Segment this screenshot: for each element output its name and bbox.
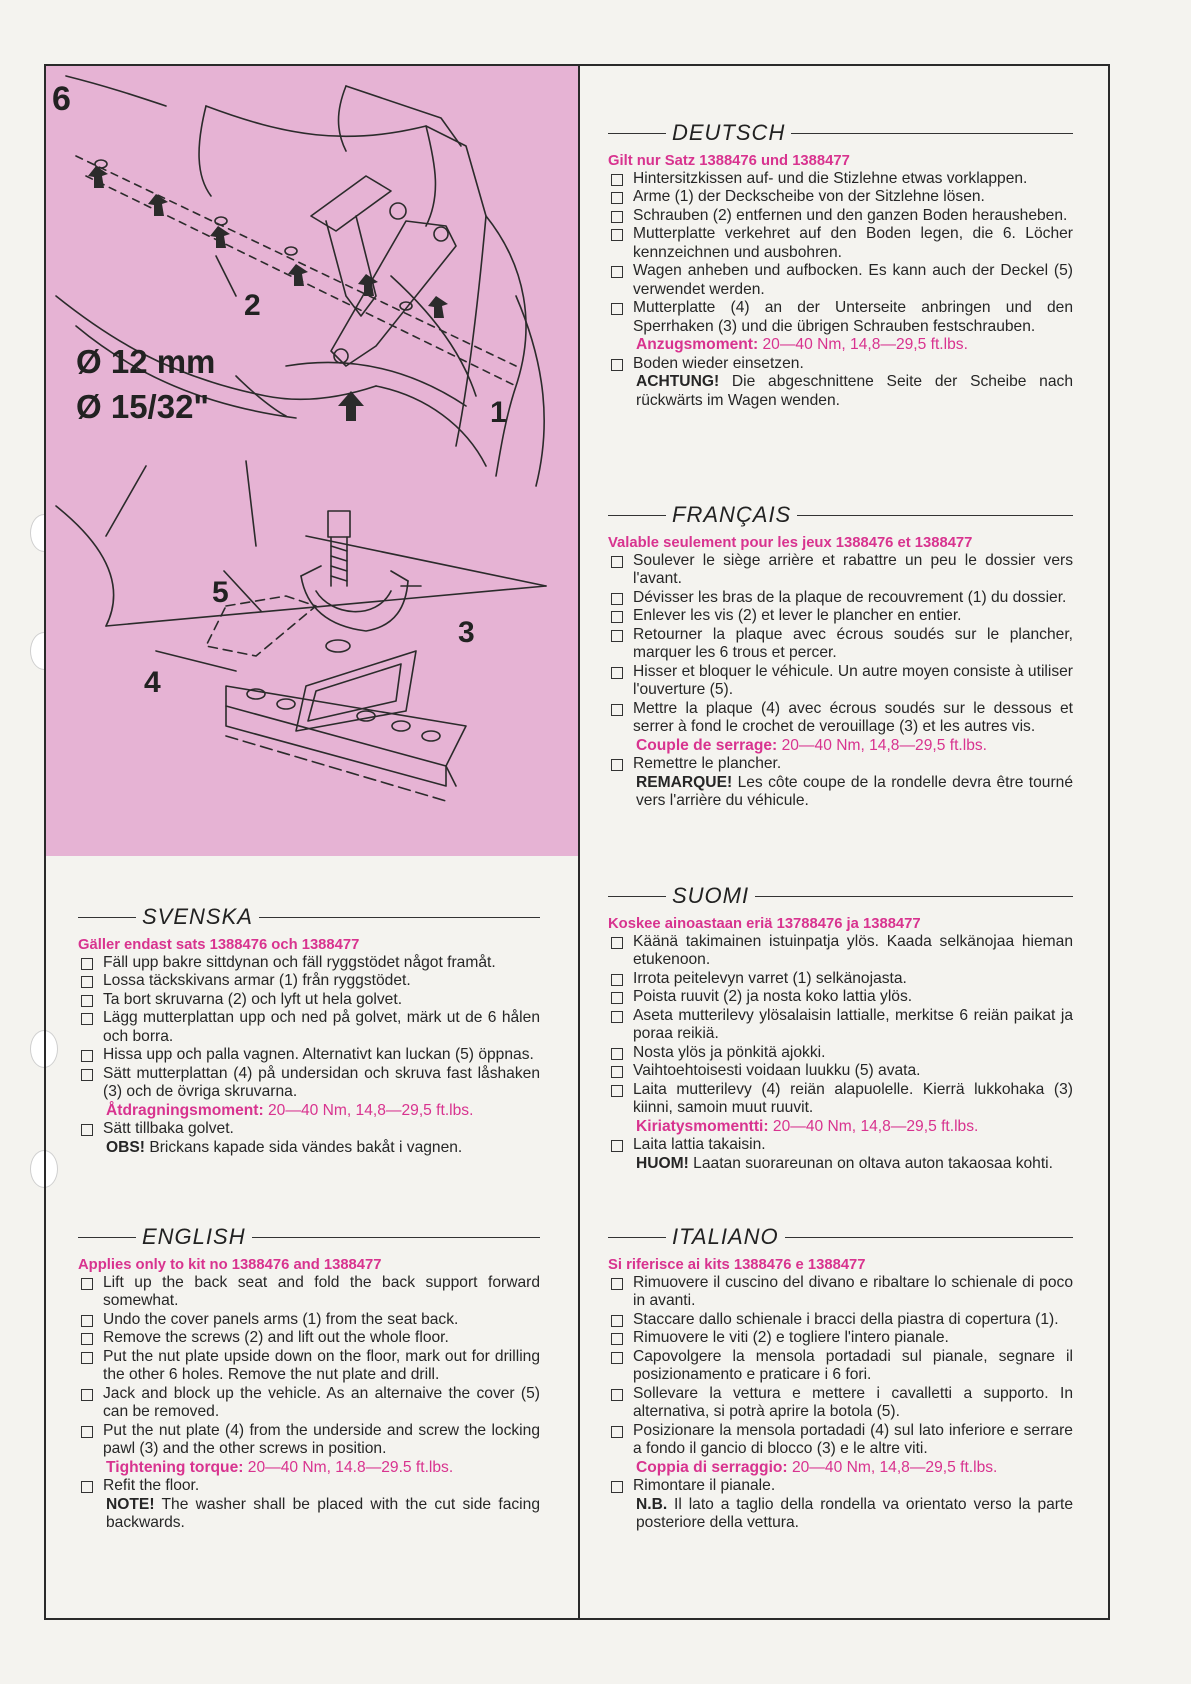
seat-and-nut-plate-drawing — [46, 66, 579, 856]
kit-applicability: Applies only to kit no 1388476 and 1388477 — [78, 1256, 382, 1273]
step-item: Remove the screws (2) and lift out the whole floor. — [78, 1329, 540, 1348]
step-item: Jack and block up the vehicle. As an alternaive the cover (5) can be removed. — [78, 1385, 540, 1422]
checkbox[interactable] — [81, 1481, 93, 1493]
step-item: Staccare dallo schienale i bracci della piastra di copertura (1). — [608, 1311, 1073, 1330]
note: HUOM! Laatan suorareunan on oltava auton takaosaa kohti. — [636, 1154, 1053, 1172]
step-item: Mutterplatte verkehret auf den Boden legen, die 6. Löcher kennzeichnen und ausbohren. — [608, 225, 1073, 262]
step-item: Laita mutterilevy (4) reiän alapuolelle. Kierrä lukkohaka (3) kiinni, samoin muut ruuvit. — [608, 1081, 1073, 1118]
section-title: SUOMI — [672, 883, 750, 908]
checkbox[interactable] — [81, 976, 93, 988]
checkbox[interactable] — [611, 359, 623, 371]
checkbox[interactable] — [611, 1011, 623, 1023]
checkbox[interactable] — [81, 1333, 93, 1345]
checkbox[interactable] — [611, 1426, 623, 1438]
torque-spec: Tightening torque: 20—40 Nm, 14.8—29.5 ft.lbs. — [106, 1458, 454, 1476]
checkbox[interactable] — [611, 593, 623, 605]
checkbox[interactable] — [81, 1013, 93, 1025]
step-item: Sollevare la vettura e mettere i cavalletti a supporto. In alternativa, si potrà aprire la botola (5). — [608, 1385, 1073, 1422]
torque-spec: Åtdragningsmoment: 20—40 Nm, 14,8—29,5 ft.lbs. — [106, 1101, 474, 1119]
step-item: Laita lattia takaisin. — [608, 1136, 1073, 1155]
section-svenska — [78, 904, 540, 1157]
section-title: DEUTSCH — [672, 120, 786, 145]
torque-spec: Couple de serrage: 20—40 Nm, 14,8—29,5 ft.lbs. — [636, 736, 988, 754]
step-item: Hisser et bloquer le véhicule. Un autre moyen consiste à utiliser l'ouverture (5). — [608, 663, 1073, 700]
section-title: FRANÇAIS — [672, 502, 792, 527]
checkbox[interactable] — [611, 937, 623, 949]
step-item: Rimuovere le viti (2) e togliere l'intero pianale. — [608, 1329, 1073, 1348]
checkbox[interactable] — [611, 1278, 623, 1290]
checkbox[interactable] — [81, 1426, 93, 1438]
note: N.B. Il lato a taglio della rondella va orientato verso la parte posteriore della vettura. — [636, 1495, 1073, 1531]
checkbox[interactable] — [611, 1481, 623, 1493]
step-item: Retourner la plaque avec écrous soudés sur le plancher, marquer les 6 trous et percer. — [608, 626, 1073, 663]
step-item: Hissa upp och palla vagnen. Alternativt kan luckan (5) öppnas. — [78, 1046, 540, 1065]
callout-5: 5 — [212, 576, 229, 609]
checkbox[interactable] — [611, 667, 623, 679]
checkbox[interactable] — [611, 266, 623, 278]
step-item: Enlever les vis (2) et lever le plancher en entier. — [608, 607, 1073, 626]
step-illustration — [46, 66, 579, 856]
step-item: Boden wieder einsetzen. — [608, 355, 1073, 374]
checkbox[interactable] — [81, 1278, 93, 1290]
step-item: Posizionare la mensola portadadi (4) sul lato inferiore e serrare a fondo il gancio di blocco (3) e le altre viti. — [608, 1422, 1073, 1459]
step-item: Lift up the back seat and fold the back support forward somewhat. — [78, 1274, 540, 1311]
step-item: Undo the cover panels arms (1) from the seat back. — [78, 1311, 540, 1330]
checkbox[interactable] — [611, 759, 623, 771]
step-item: Rimuovere il cuscino del divano e ribaltare lo schienale di poco in avanti. — [608, 1274, 1073, 1311]
checkbox[interactable] — [611, 174, 623, 186]
step-item: Nosta ylös ja pönkitä ajokki. — [608, 1044, 1073, 1063]
note: ACHTUNG! Die abgeschnittene Seite der Scheibe nach rückwärts im Wagen wenden. — [636, 373, 1073, 409]
section-suomi — [608, 883, 1073, 1173]
column-divider — [578, 66, 580, 1618]
checkbox[interactable] — [611, 1066, 623, 1078]
checkbox[interactable] — [81, 1352, 93, 1364]
kit-applicability: Koskee ainoastaan eriä 13788476 ja 1388477 — [608, 915, 921, 932]
step-item: Mutterplatte (4) an der Unterseite anbringen und den Sperrhaken (3) und die übrigen Schrauben festschrauben. — [608, 299, 1073, 336]
checkbox[interactable] — [611, 611, 623, 623]
step-item: Soulever le siège arrière et rabattre un peu le dossier vers l'avant. — [608, 552, 1073, 589]
step-number: 6 — [52, 80, 71, 118]
kit-applicability: Gäller endast sats 1388476 och 1388477 — [78, 936, 360, 953]
step-item: Schrauben (2) entfernen und den ganzen Boden herausheben. — [608, 207, 1073, 226]
step-item: Capovolgere la mensola portadadi sul pianale, segnare il posizionamento e praticare i 6 fori. — [608, 1348, 1073, 1385]
torque-spec: Kiriatysmomentti: 20—40 Nm, 14,8—29,5 ft.lbs. — [636, 1117, 979, 1135]
callout-4: 4 — [144, 666, 161, 699]
step-item: Put the nut plate (4) from the underside and screw the locking pawl (3) and the other screws in position. — [78, 1422, 540, 1459]
section-italiano — [608, 1224, 1073, 1533]
kit-applicability: Gilt nur Satz 1388476 und 1388477 — [608, 152, 850, 169]
torque-spec: Coppia di serraggio: 20—40 Nm, 14,8—29,5 ft.lbs. — [636, 1458, 998, 1476]
step-item: Hintersitzkissen auf- und die Stizlehne etwas vorklappen. — [608, 170, 1073, 189]
step-item: Fäll upp bakre sittdynan och fäll ryggstödet något framåt. — [78, 954, 540, 973]
kit-applicability: Si riferisce ai kits 1388476 e 1388477 — [608, 1256, 866, 1273]
dimension-metric: Ø 12 mm — [76, 343, 216, 380]
checkbox[interactable] — [611, 630, 623, 642]
checkbox[interactable] — [611, 1333, 623, 1345]
checkbox[interactable] — [611, 192, 623, 204]
checkbox[interactable] — [611, 229, 623, 241]
step-item: Rimontare il pianale. — [608, 1477, 1073, 1496]
checkbox[interactable] — [81, 1389, 93, 1401]
checkbox[interactable] — [611, 1048, 623, 1060]
checkbox[interactable] — [611, 303, 623, 315]
checkbox[interactable] — [81, 958, 93, 970]
checkbox[interactable] — [81, 995, 93, 1007]
checkbox[interactable] — [611, 556, 623, 568]
checkbox[interactable] — [611, 1315, 623, 1327]
step-item: Remettre le plancher. — [608, 755, 1073, 774]
step-item: Mettre la plaque (4) avec écrous soudés sur le dessous et serrer à fond le crochet de verouillage (3) et les autres vis. — [608, 700, 1073, 737]
step-item: Vaihtoehtoisesti voidaan luukku (5) avata. — [608, 1062, 1073, 1081]
note: OBS! Brickans kapade sida vändes bakåt i vagnen. — [106, 1138, 463, 1156]
step-item: Irrota peitelevyn varret (1) selkänojasta. — [608, 970, 1073, 989]
note: NOTE! The washer shall be placed with the cut side facing backwards. — [106, 1495, 540, 1531]
step-item: Wagen anheben und aufbocken. Es kann auch der Deckel (5) verwendet werden. — [608, 262, 1073, 299]
checkbox[interactable] — [81, 1050, 93, 1062]
step-item: Aseta mutterilevy ylösalaisin lattialle, merkitse 6 reiän paikat ja poraa reikiä. — [608, 1007, 1073, 1044]
checkbox[interactable] — [81, 1315, 93, 1327]
callout-1: 1 — [490, 396, 507, 429]
checkbox[interactable] — [81, 1069, 93, 1081]
step-item: Lägg mutterplattan upp och ned på golvet, märk ut de 6 hålen och borra. — [78, 1009, 540, 1046]
section-francais — [608, 502, 1073, 811]
step-item: Käänä takimainen istuinpatja ylös. Kaada selkänojaa hieman etukenoon. — [608, 933, 1073, 970]
step-item: Arme (1) der Deckscheibe von der Sitzlehne lösen. — [608, 188, 1073, 207]
callout-2: 2 — [244, 289, 261, 322]
step-item: Ta bort skruvarna (2) och lyft ut hela golvet. — [78, 991, 540, 1010]
step-item: Poista ruuvit (2) ja nosta koko lattia ylös. — [608, 988, 1073, 1007]
checkbox[interactable] — [611, 1140, 623, 1152]
step-item: Lossa täckskivans armar (1) från ryggstödet. — [78, 972, 540, 991]
section-title: ITALIANO — [672, 1224, 779, 1249]
section-title: ENGLISH — [142, 1224, 246, 1249]
section-english — [78, 1224, 540, 1533]
step-item: Refit the floor. — [78, 1477, 540, 1496]
checkbox[interactable] — [611, 1085, 623, 1097]
step-item: Sätt mutterplattan (4) på undersidan och skruva fast låshaken (3) och de övriga skruvarna. — [78, 1065, 540, 1102]
checkbox[interactable] — [611, 974, 623, 986]
dimension-imperial: Ø 15/32" — [76, 388, 210, 425]
checkbox[interactable] — [81, 1124, 93, 1136]
section-title: SVENSKA — [142, 904, 253, 929]
note: REMARQUE! Les côte coupe de la rondelle devra être tourné vers l'arrière du véhicule. — [636, 773, 1073, 809]
callout-3: 3 — [458, 616, 475, 649]
checkbox[interactable] — [611, 1389, 623, 1401]
step-item: Dévisser les bras de la plaque de recouvrement (1) du dossier. — [608, 589, 1073, 608]
kit-applicability: Valable seulement pour les jeux 1388476 et 1388477 — [608, 534, 973, 551]
torque-spec: Anzugsmoment: 20—40 Nm, 14,8—29,5 ft.lbs. — [636, 336, 968, 353]
checkbox[interactable] — [611, 704, 623, 716]
step-item: Put the nut plate upside down on the floor, mark out for drilling the other 6 holes. Remove the nut plate and drill. — [78, 1348, 540, 1385]
checkbox[interactable] — [611, 1352, 623, 1364]
step-item: Sätt tillbaka golvet. — [78, 1120, 540, 1139]
section-deutsch — [608, 120, 1073, 410]
checkbox[interactable] — [611, 211, 623, 223]
checkbox[interactable] — [611, 992, 623, 1004]
